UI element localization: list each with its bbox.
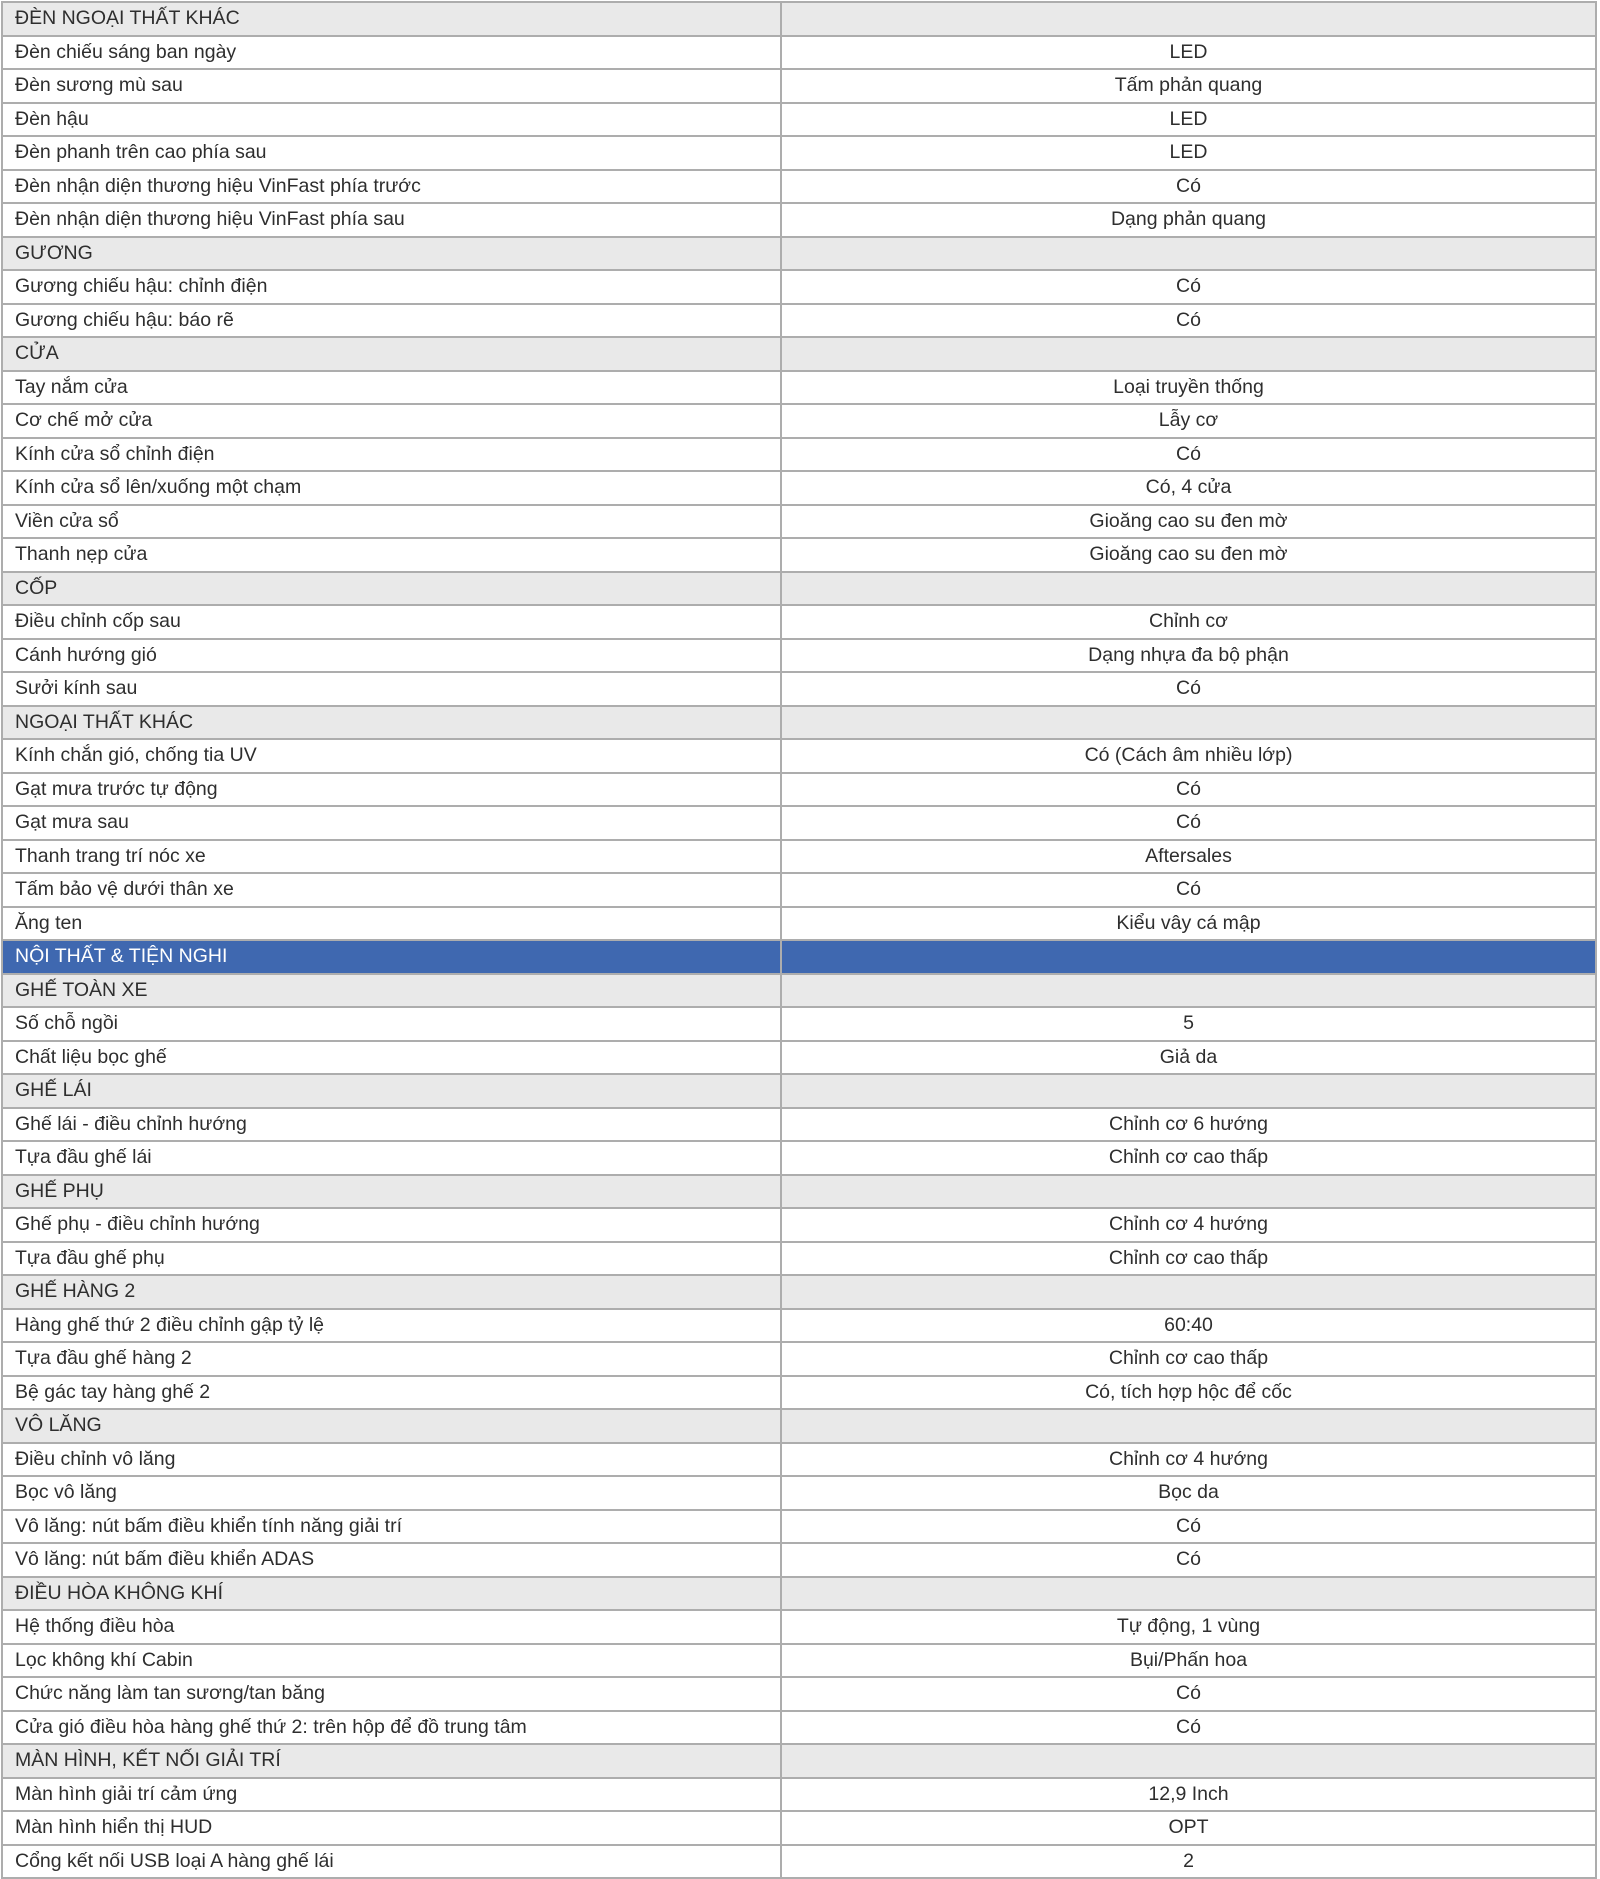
table-row [3, 841, 1595, 875]
spec-value: Có [782, 171, 1595, 203]
spec-value: Bọc da [782, 1477, 1595, 1509]
table-row [3, 740, 1595, 774]
spec-value: Dạng phản quang [782, 204, 1595, 236]
spec-value: Dạng nhựa đa bộ phận [782, 640, 1595, 672]
table-row [3, 1477, 1595, 1511]
spec-label: Kính cửa sổ chỉnh điện [3, 439, 782, 471]
table-row [3, 137, 1595, 171]
spec-value [782, 1410, 1595, 1442]
spec-label: Tựa đầu ghế phụ [3, 1243, 782, 1275]
spec-label: Chất liệu bọc ghế [3, 1042, 782, 1074]
table-row [3, 1109, 1595, 1143]
table-row [3, 1444, 1595, 1478]
spec-label: Viền cửa sổ [3, 506, 782, 538]
spec-label: Tay nắm cửa [3, 372, 782, 404]
spec-value: 2 [782, 1846, 1595, 1878]
section-header-row [3, 573, 1595, 607]
table-row [3, 1377, 1595, 1411]
spec-value: Gioăng cao su đen mờ [782, 539, 1595, 571]
spec-value: Có [782, 1511, 1595, 1543]
table-row [3, 372, 1595, 406]
table-row [3, 539, 1595, 573]
spec-label: Thanh nẹp cửa [3, 539, 782, 571]
spec-value [782, 941, 1595, 973]
table-row [3, 1812, 1595, 1846]
spec-value: Tự động, 1 vùng [782, 1611, 1595, 1643]
spec-value: Gioăng cao su đen mờ [782, 506, 1595, 538]
spec-label: Gạt mưa sau [3, 807, 782, 839]
spec-label: Gương chiếu hậu: chỉnh điện [3, 271, 782, 303]
spec-label: Gạt mưa trước tự động [3, 774, 782, 806]
section-title: CỬA [3, 338, 782, 370]
spec-label: Bọc vô lăng [3, 1477, 782, 1509]
spec-label: Vô lăng: nút bấm điều khiển tính năng giải trí [3, 1511, 782, 1543]
spec-label: Ăng ten [3, 908, 782, 940]
spec-value [782, 3, 1595, 35]
table-row [3, 1310, 1595, 1344]
spec-value: Chỉnh cơ cao thấp [782, 1343, 1595, 1375]
section-header-row [3, 1276, 1595, 1310]
section-title: MÀN HÌNH, KẾT NỐI GIẢI TRÍ [3, 1745, 782, 1777]
spec-label: Đèn hậu [3, 104, 782, 136]
section-header-row [3, 1578, 1595, 1612]
spec-value: Tấm phản quang [782, 70, 1595, 102]
table-row [3, 1343, 1595, 1377]
spec-value: Giả da [782, 1042, 1595, 1074]
spec-table [1, 1, 1597, 1879]
spec-label: Thanh trang trí nóc xe [3, 841, 782, 873]
table-row [3, 70, 1595, 104]
table-row [3, 204, 1595, 238]
table-row [3, 1042, 1595, 1076]
spec-value [782, 1276, 1595, 1308]
spec-label: Số chỗ ngồi [3, 1008, 782, 1040]
spec-label: Cửa gió điều hòa hàng ghế thứ 2: trên hộp để đồ trung tâm [3, 1712, 782, 1744]
table-row [3, 104, 1595, 138]
spec-value [782, 238, 1595, 270]
section-title: NGOẠI THẤT KHÁC [3, 707, 782, 739]
spec-value: LED [782, 37, 1595, 69]
table-row [3, 1142, 1595, 1176]
table-row [3, 37, 1595, 71]
spec-value: Chỉnh cơ [782, 606, 1595, 638]
table-row [3, 640, 1595, 674]
spec-label: Hệ thống điều hòa [3, 1611, 782, 1643]
section-header-row [3, 3, 1595, 37]
table-row [3, 271, 1595, 305]
spec-value: OPT [782, 1812, 1595, 1844]
table-row [3, 774, 1595, 808]
table-row [3, 1209, 1595, 1243]
spec-value: Có, 4 cửa [782, 472, 1595, 504]
spec-value: Loại truyền thống [782, 372, 1595, 404]
section-header-row [3, 238, 1595, 272]
spec-value: 5 [782, 1008, 1595, 1040]
spec-label: Màn hình hiển thị HUD [3, 1812, 782, 1844]
spec-label: Tấm bảo vệ dưới thân xe [3, 874, 782, 906]
section-header-row [3, 338, 1595, 372]
spec-value [782, 975, 1595, 1007]
spec-value: Lẫy cơ [782, 405, 1595, 437]
spec-label: Kính chắn gió, chống tia UV [3, 740, 782, 772]
table-row [3, 405, 1595, 439]
spec-label: Đèn chiếu sáng ban ngày [3, 37, 782, 69]
spec-label: Hàng ghế thứ 2 điều chỉnh gập tỷ lệ [3, 1310, 782, 1342]
table-row [3, 1008, 1595, 1042]
table-row [3, 673, 1595, 707]
spec-value: 12,9 Inch [782, 1779, 1595, 1811]
spec-label: Cơ chế mở cửa [3, 405, 782, 437]
table-row [3, 874, 1595, 908]
spec-label: Sưởi kính sau [3, 673, 782, 705]
spec-label: Đèn sương mù sau [3, 70, 782, 102]
spec-value: Có [782, 305, 1595, 337]
table-row [3, 807, 1595, 841]
spec-label: Kính cửa sổ lên/xuống một chạm [3, 472, 782, 504]
spec-value: Kiểu vây cá mập [782, 908, 1595, 940]
table-row [3, 1544, 1595, 1578]
spec-value [782, 707, 1595, 739]
spec-label: Tựa đầu ghế lái [3, 1142, 782, 1174]
spec-value: Chỉnh cơ 4 hướng [782, 1444, 1595, 1476]
section-header-row [3, 975, 1595, 1009]
section-header-row [3, 707, 1595, 741]
spec-value: Có [782, 874, 1595, 906]
section-title: GHẾ LÁI [3, 1075, 782, 1107]
spec-value [782, 1176, 1595, 1208]
spec-value: Có [782, 271, 1595, 303]
spec-label: Đèn phanh trên cao phía sau [3, 137, 782, 169]
table-row [3, 472, 1595, 506]
section-title: VÔ LĂNG [3, 1410, 782, 1442]
spec-value [782, 1578, 1595, 1610]
table-row [3, 1678, 1595, 1712]
section-title: ĐÈN NGOẠI THẤT KHÁC [3, 3, 782, 35]
spec-label: Ghế phụ - điều chỉnh hướng [3, 1209, 782, 1241]
spec-label: Chức năng làm tan sương/tan băng [3, 1678, 782, 1710]
spec-value: Có [782, 774, 1595, 806]
spec-value: Chỉnh cơ 4 hướng [782, 1209, 1595, 1241]
section-title: GHẾ TOÀN XE [3, 975, 782, 1007]
spec-label: Tựa đầu ghế hàng 2 [3, 1343, 782, 1375]
spec-value: Có [782, 439, 1595, 471]
main-section-row [3, 941, 1595, 975]
spec-value: 60:40 [782, 1310, 1595, 1342]
table-row [3, 908, 1595, 942]
table-row [3, 1712, 1595, 1746]
spec-label: Đèn nhận diện thương hiệu VinFast phía sau [3, 204, 782, 236]
section-header-row [3, 1176, 1595, 1210]
table-row [3, 439, 1595, 473]
table-row [3, 1846, 1595, 1879]
spec-value: Có [782, 1678, 1595, 1710]
table-row [3, 1779, 1595, 1813]
spec-value: Bụi/Phấn hoa [782, 1645, 1595, 1677]
section-title: GHẾ HÀNG 2 [3, 1276, 782, 1308]
section-title: GƯƠNG [3, 238, 782, 270]
spec-label: Điều chỉnh vô lăng [3, 1444, 782, 1476]
spec-value: Chỉnh cơ cao thấp [782, 1142, 1595, 1174]
section-header-row [3, 1410, 1595, 1444]
spec-value: LED [782, 104, 1595, 136]
spec-label: Lọc không khí Cabin [3, 1645, 782, 1677]
spec-label: Đèn nhận diện thương hiệu VinFast phía trước [3, 171, 782, 203]
spec-label: Màn hình giải trí cảm ứng [3, 1779, 782, 1811]
section-title: GHẾ PHỤ [3, 1176, 782, 1208]
spec-label: Bệ gác tay hàng ghế 2 [3, 1377, 782, 1409]
section-title: ĐIỀU HÒA KHÔNG KHÍ [3, 1578, 782, 1610]
table-row [3, 1243, 1595, 1277]
table-row [3, 1645, 1595, 1679]
spec-label: Điều chỉnh cốp sau [3, 606, 782, 638]
spec-value [782, 1075, 1595, 1107]
spec-value: LED [782, 137, 1595, 169]
spec-label: Gương chiếu hậu: báo rẽ [3, 305, 782, 337]
section-header-row [3, 1075, 1595, 1109]
spec-label: Vô lăng: nút bấm điều khiển ADAS [3, 1544, 782, 1576]
spec-value: Có [782, 1712, 1595, 1744]
spec-value: Có (Cách âm nhiều lớp) [782, 740, 1595, 772]
spec-value: Chỉnh cơ cao thấp [782, 1243, 1595, 1275]
spec-value: Có [782, 673, 1595, 705]
spec-value: Chỉnh cơ 6 hướng [782, 1109, 1595, 1141]
spec-label: Cổng kết nối USB loại A hàng ghế lái [3, 1846, 782, 1878]
table-row [3, 506, 1595, 540]
table-row [3, 1511, 1595, 1545]
spec-value: Aftersales [782, 841, 1595, 873]
table-row [3, 606, 1595, 640]
spec-label: Cánh hướng gió [3, 640, 782, 672]
section-title: CỐP [3, 573, 782, 605]
spec-value: Có [782, 1544, 1595, 1576]
section-title: NỘI THẤT & TIỆN NGHI [3, 941, 782, 973]
section-header-row [3, 1745, 1595, 1779]
spec-value: Có [782, 807, 1595, 839]
table-row [3, 1611, 1595, 1645]
spec-label: Ghế lái - điều chỉnh hướng [3, 1109, 782, 1141]
table-row [3, 305, 1595, 339]
spec-value [782, 573, 1595, 605]
spec-value [782, 338, 1595, 370]
table-row [3, 171, 1595, 205]
spec-value [782, 1745, 1595, 1777]
spec-value: Có, tích hợp hộc để cốc [782, 1377, 1595, 1409]
